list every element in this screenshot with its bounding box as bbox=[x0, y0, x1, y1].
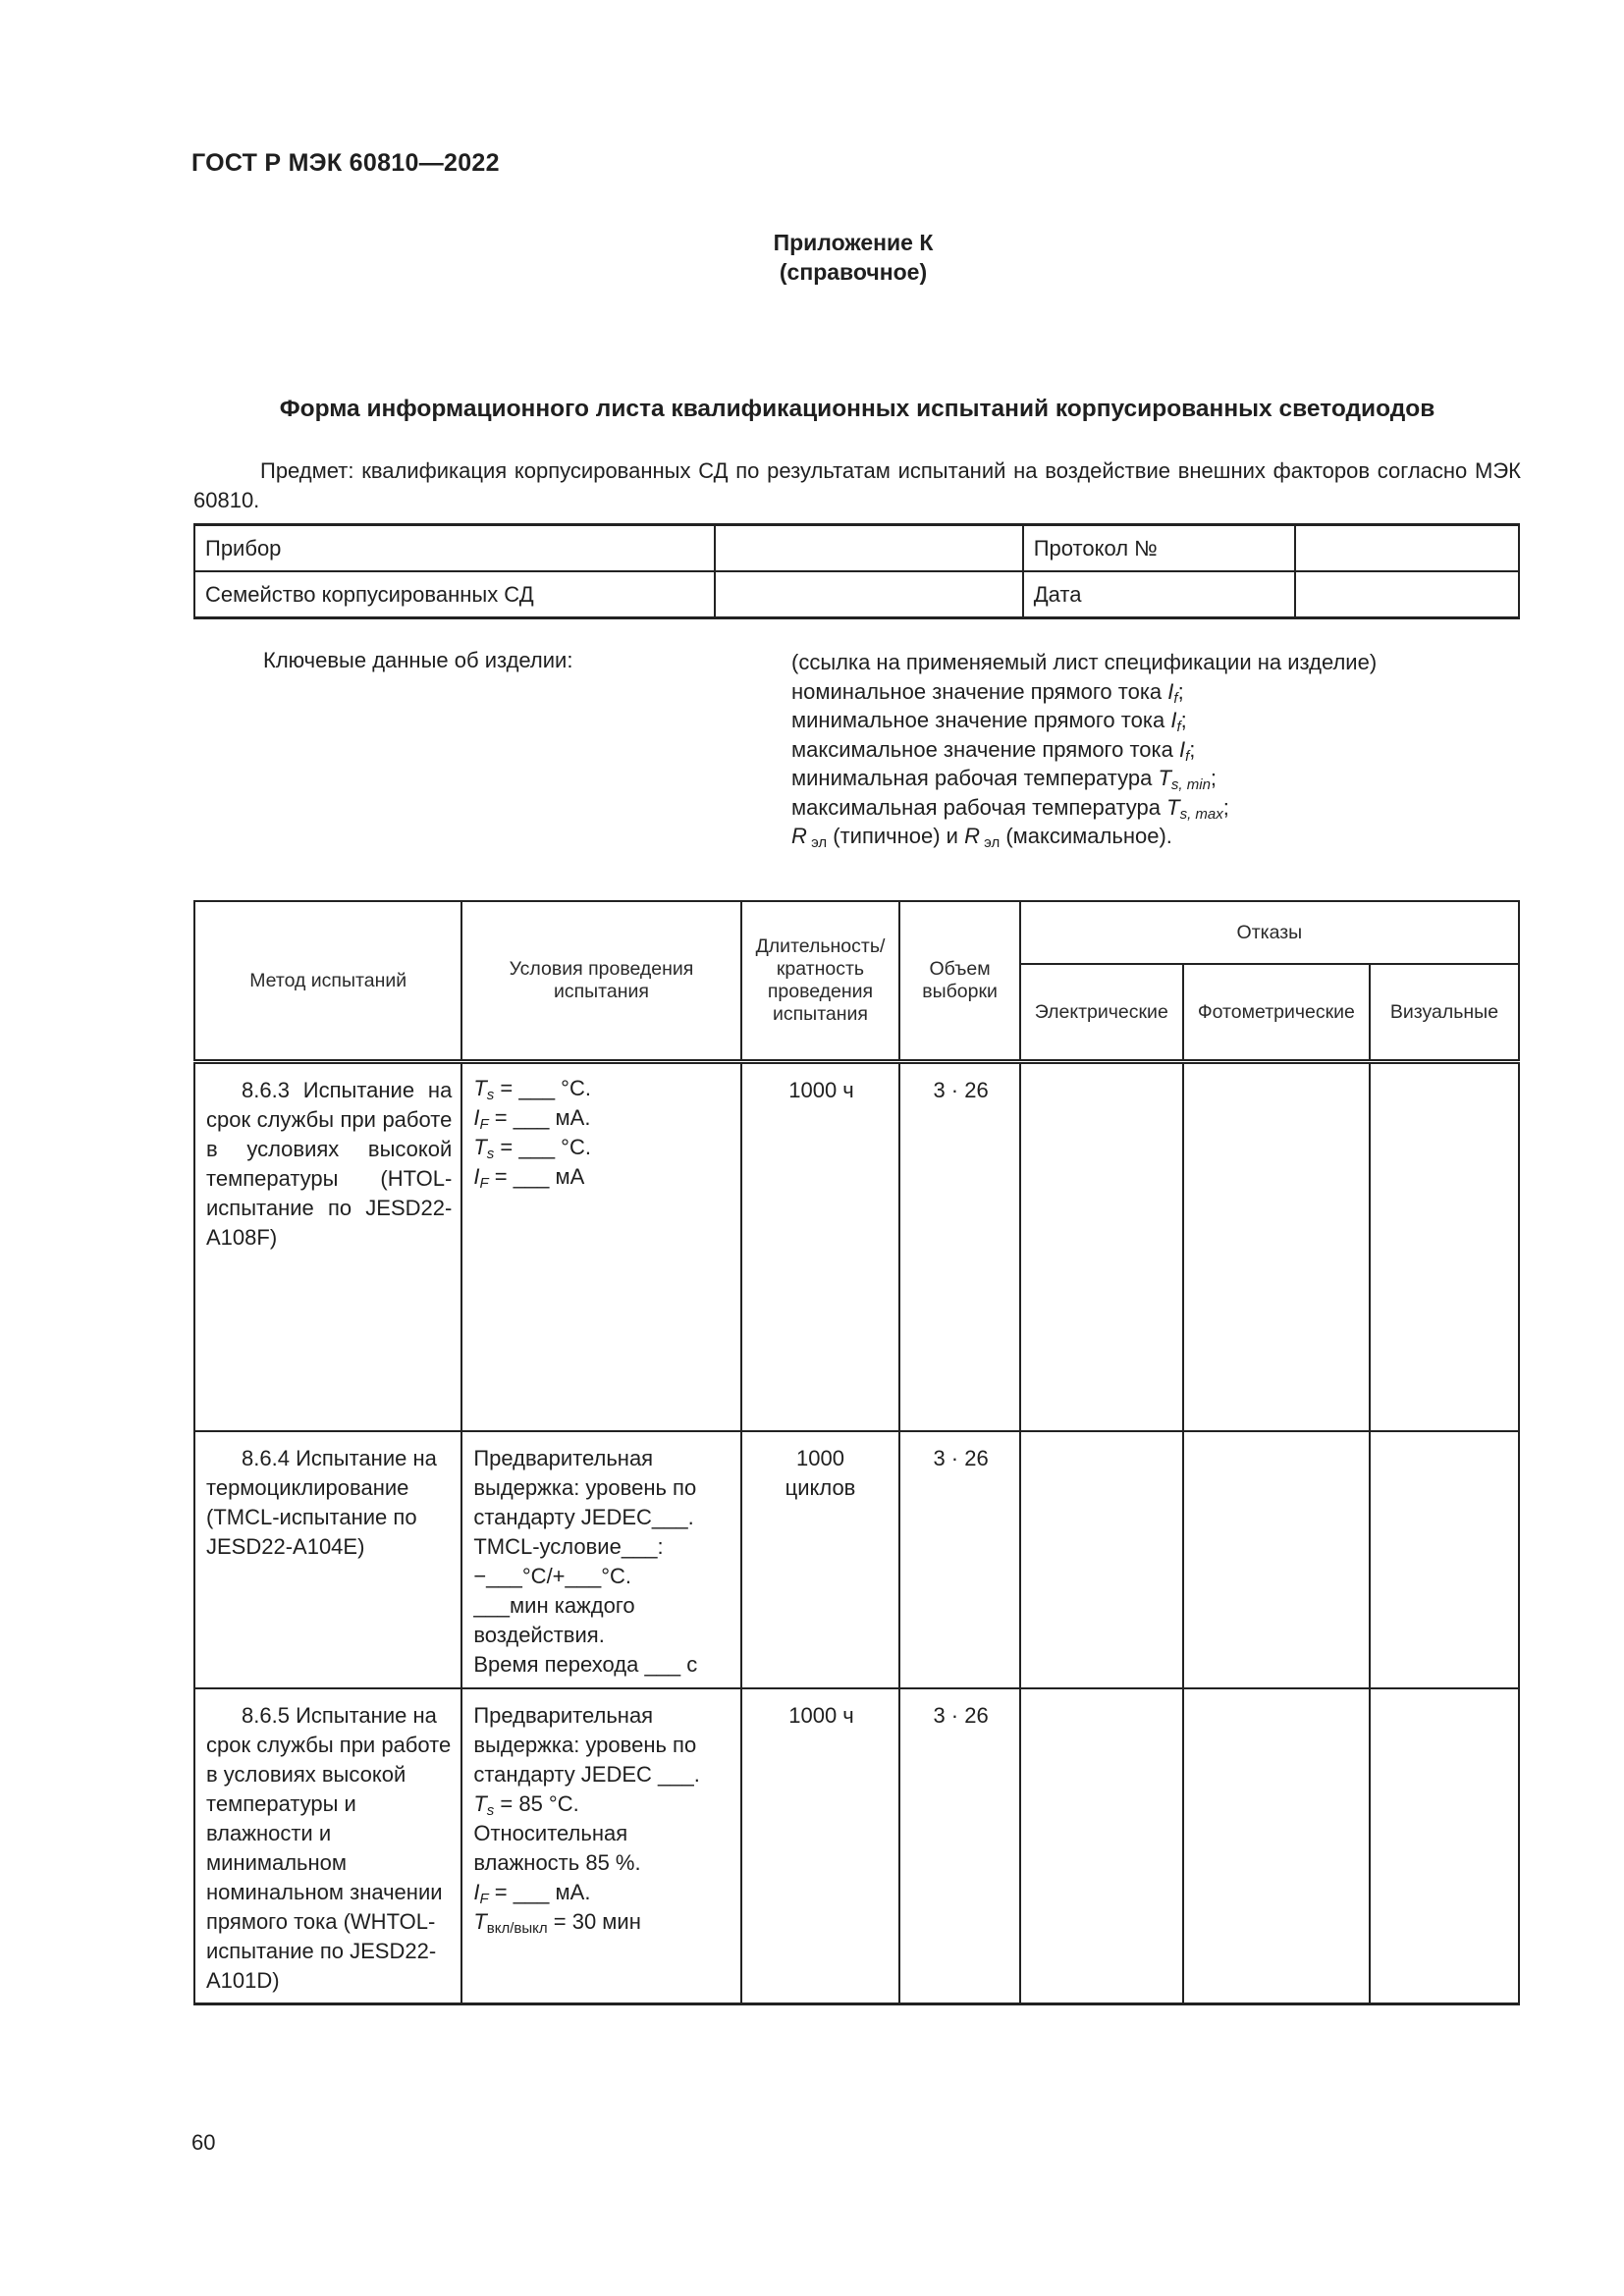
family-row bbox=[194, 571, 1519, 618]
duration-value: 1000 циклов bbox=[785, 1445, 856, 1500]
header-conditions-text: Условия проведения испытания bbox=[509, 958, 694, 1002]
punct: ; bbox=[1180, 708, 1187, 732]
key-data-label: Ключевые данные об изделии: bbox=[263, 648, 573, 672]
method-description: Испытание на термоциклирование (TMCL-испытание по JESD22-A104E) bbox=[206, 1445, 437, 1559]
condition-value: = ___ мА. bbox=[488, 1105, 591, 1130]
electrical-cell[interactable] bbox=[1020, 1431, 1183, 1688]
symbol: T bbox=[473, 1135, 487, 1159]
symbol: T bbox=[473, 1790, 487, 1816]
symbol-sub: s, max bbox=[1179, 805, 1223, 823]
device-info-table bbox=[193, 523, 1520, 619]
duration-value: 1000 ч bbox=[788, 1078, 854, 1102]
symbol-sub: f bbox=[1173, 689, 1178, 707]
header-photometric bbox=[1183, 964, 1370, 1062]
symbol: R bbox=[791, 824, 807, 848]
symbol: T bbox=[1166, 794, 1180, 820]
symbol-sub: эл bbox=[984, 834, 1001, 851]
symbol-sub: эл bbox=[811, 834, 828, 851]
symbol-sub: F bbox=[479, 1116, 489, 1133]
date-label: Дата bbox=[1023, 571, 1296, 618]
method-text bbox=[195, 1689, 460, 2002]
symbol-sub: s bbox=[486, 1087, 495, 1103]
symbol: R bbox=[964, 824, 980, 848]
device-value[interactable] bbox=[715, 525, 1022, 572]
symbol: T bbox=[473, 1908, 487, 1934]
photometric-cell[interactable] bbox=[1183, 1688, 1370, 2004]
header-sample-text: Объем выборки bbox=[922, 958, 998, 1002]
sample-cell bbox=[899, 1431, 1019, 1688]
visual-cell[interactable] bbox=[1370, 1688, 1519, 2004]
conditions-text bbox=[462, 1064, 739, 1198]
photometric-cell[interactable] bbox=[1183, 1062, 1370, 1431]
header-sample bbox=[899, 901, 1019, 1062]
condition-line: Относительная влажность 85 %. bbox=[473, 1820, 641, 1875]
condition-value: = ___ мА. bbox=[488, 1879, 591, 1904]
method-number: 8.6.4 bbox=[242, 1445, 290, 1470]
method-text bbox=[195, 1064, 460, 1258]
annex-heading bbox=[0, 228, 1624, 287]
condition-value: = 30 мин bbox=[547, 1908, 641, 1934]
key-data-text: максимальное значение прямого тока bbox=[791, 736, 1179, 762]
key-data-text: минимальная рабочая температура bbox=[791, 766, 1159, 790]
conditions-cell bbox=[461, 1431, 740, 1688]
key-data-list bbox=[791, 648, 1377, 851]
header-conditions bbox=[461, 901, 740, 1062]
condition-line: Время перехода ___ с bbox=[473, 1651, 698, 1677]
key-data-text: максимальная рабочая температура bbox=[791, 794, 1167, 820]
photometric-cell[interactable] bbox=[1183, 1431, 1370, 1688]
electrical-cell[interactable] bbox=[1020, 1688, 1183, 2004]
condition-line bbox=[473, 1789, 700, 1819]
key-data-text: (типичное) и bbox=[827, 824, 965, 848]
condition-value: = ___ мА bbox=[488, 1164, 585, 1189]
punct: ; bbox=[1222, 794, 1229, 820]
subject-paragraph bbox=[193, 456, 1521, 515]
sample-value: 3 · 26 bbox=[933, 1445, 989, 1470]
key-data-item bbox=[791, 793, 1377, 823]
sample-value: 3 · 26 bbox=[933, 1702, 989, 1728]
condition-line: ___мин каждого воздействия. bbox=[473, 1592, 635, 1647]
key-data-item bbox=[791, 677, 1377, 707]
condition-value: = ___ °С. bbox=[494, 1076, 591, 1100]
symbol-sub: F bbox=[479, 1175, 489, 1192]
key-data-item bbox=[791, 764, 1377, 793]
table-row bbox=[194, 1431, 1519, 1688]
symbol: I bbox=[473, 1879, 480, 1904]
visual-cell[interactable] bbox=[1370, 1062, 1519, 1431]
punct: ; bbox=[1189, 736, 1196, 762]
visual-cell[interactable] bbox=[1370, 1431, 1519, 1688]
method-cell bbox=[194, 1062, 461, 1431]
annex-type: (справочное) bbox=[779, 259, 928, 285]
condition-line bbox=[473, 1878, 700, 1907]
protocol-label: Протокол № bbox=[1023, 525, 1296, 572]
symbol: I bbox=[473, 1105, 480, 1130]
symbol-sub: s, min bbox=[1170, 776, 1211, 793]
annex-title: Приложение К bbox=[773, 230, 934, 255]
conditions-cell bbox=[461, 1062, 740, 1431]
sample-value: 3 · 26 bbox=[933, 1078, 989, 1102]
duration-value: 1000 ч bbox=[788, 1702, 854, 1728]
electrical-cell[interactable] bbox=[1020, 1062, 1183, 1431]
condition-value: = 85 °С. bbox=[494, 1790, 579, 1816]
protocol-value[interactable] bbox=[1295, 525, 1519, 572]
symbol-sub: s bbox=[486, 1146, 495, 1162]
family-value[interactable] bbox=[715, 571, 1022, 618]
device-label: Прибор bbox=[194, 525, 715, 572]
key-data-item bbox=[791, 706, 1377, 735]
family-label: Семейство корпусированных СД bbox=[194, 571, 715, 618]
header-electrical bbox=[1020, 964, 1183, 1062]
header-duration-text: Длительность/ кратность проведения испытания bbox=[755, 935, 886, 1025]
key-data-text: (ссылка на применяемый лист спецификации на изделие) bbox=[791, 650, 1378, 674]
method-description: Испытание на срок службы при работе в условиях высокой температуры и влажности и минимальном номинальном значении прямого тока (WHTOL-испытание по JESD22-A101D) bbox=[206, 1702, 452, 1993]
conditions-cell bbox=[461, 1688, 740, 2004]
symbol-sub: f bbox=[1185, 747, 1190, 765]
symbol: T bbox=[473, 1076, 487, 1100]
condition-line bbox=[473, 1133, 731, 1162]
header-visual: Визуальные bbox=[1370, 964, 1519, 1062]
symbol: I bbox=[1170, 708, 1177, 732]
header-method: Метод испытаний bbox=[194, 901, 461, 1062]
sample-cell bbox=[899, 1688, 1019, 2004]
table-row bbox=[194, 1062, 1519, 1431]
header-failures: Отказы bbox=[1020, 901, 1519, 964]
key-data-item bbox=[791, 822, 1377, 851]
key-data-text: (максимальное). bbox=[1000, 824, 1172, 848]
condition-line bbox=[473, 1074, 731, 1103]
key-data-text: номинальное значение прямого тока bbox=[791, 678, 1168, 704]
symbol-sub: f bbox=[1176, 719, 1181, 735]
document-code: ГОСТ Р МЭК 60810—2022 bbox=[191, 149, 500, 177]
condition-line bbox=[473, 1162, 731, 1192]
duration-cell bbox=[741, 1688, 900, 2004]
table-row bbox=[194, 1688, 1519, 2004]
punct: ; bbox=[1177, 678, 1184, 704]
method-cell bbox=[194, 1431, 461, 1688]
punct: ; bbox=[1210, 766, 1218, 790]
duration-cell bbox=[741, 1062, 900, 1431]
form-title: Форма информационного листа квалификационных испытаний корпусированных светодиодов bbox=[279, 396, 1435, 422]
header-photometric-text: Фотометрические bbox=[1197, 1000, 1355, 1023]
conditions-text bbox=[462, 1432, 739, 1685]
symbol-sub: вкл/выкл bbox=[486, 1919, 548, 1937]
conditions-text bbox=[462, 1689, 739, 1943]
condition-line bbox=[473, 1907, 700, 1937]
duration-cell bbox=[741, 1431, 900, 1688]
condition-line: Предварительная выдержка: уровень по стандарту JEDEC ___. bbox=[473, 1702, 700, 1787]
method-text bbox=[195, 1432, 460, 1568]
method-cell bbox=[194, 1688, 461, 2004]
condition-value: = ___ °С. bbox=[494, 1135, 591, 1159]
key-data-item bbox=[791, 648, 1377, 677]
header-row bbox=[194, 901, 1519, 964]
header-electrical-text: Электрические bbox=[1034, 1000, 1168, 1023]
sample-cell bbox=[899, 1062, 1019, 1431]
condition-line bbox=[473, 1103, 731, 1133]
symbol-sub: F bbox=[479, 1890, 489, 1907]
tests-table bbox=[193, 900, 1520, 2005]
symbol: T bbox=[1158, 766, 1171, 790]
condition-line: Предварительная выдержка: уровень по стандарту JEDEC___. bbox=[473, 1445, 697, 1529]
symbol: I bbox=[1178, 736, 1186, 762]
key-data-text: минимальное значение прямого тока bbox=[791, 708, 1171, 732]
date-value[interactable] bbox=[1295, 571, 1519, 618]
symbol: I bbox=[473, 1164, 480, 1189]
condition-line: TMCL-условие___: −___°С/+___°С. bbox=[473, 1533, 664, 1588]
subject-text: Предмет: квалификация корпусированных СД по результатам испытаний на воздействие внешних факторов согласно МЭК 60810. bbox=[193, 458, 1521, 512]
method-description: Испытание на срок службы при работе в условиях высокой температуры (HTOL-испытание по JESD22-A108F) bbox=[206, 1078, 453, 1250]
key-data-item bbox=[791, 735, 1377, 765]
device-row bbox=[194, 525, 1519, 572]
page-number: 60 bbox=[191, 2130, 216, 2155]
method-number: 8.6.5 bbox=[242, 1702, 290, 1728]
header-duration bbox=[741, 901, 900, 1062]
method-number: 8.6.3 bbox=[242, 1078, 290, 1102]
symbol: I bbox=[1167, 678, 1174, 704]
symbol-sub: s bbox=[486, 1801, 495, 1819]
